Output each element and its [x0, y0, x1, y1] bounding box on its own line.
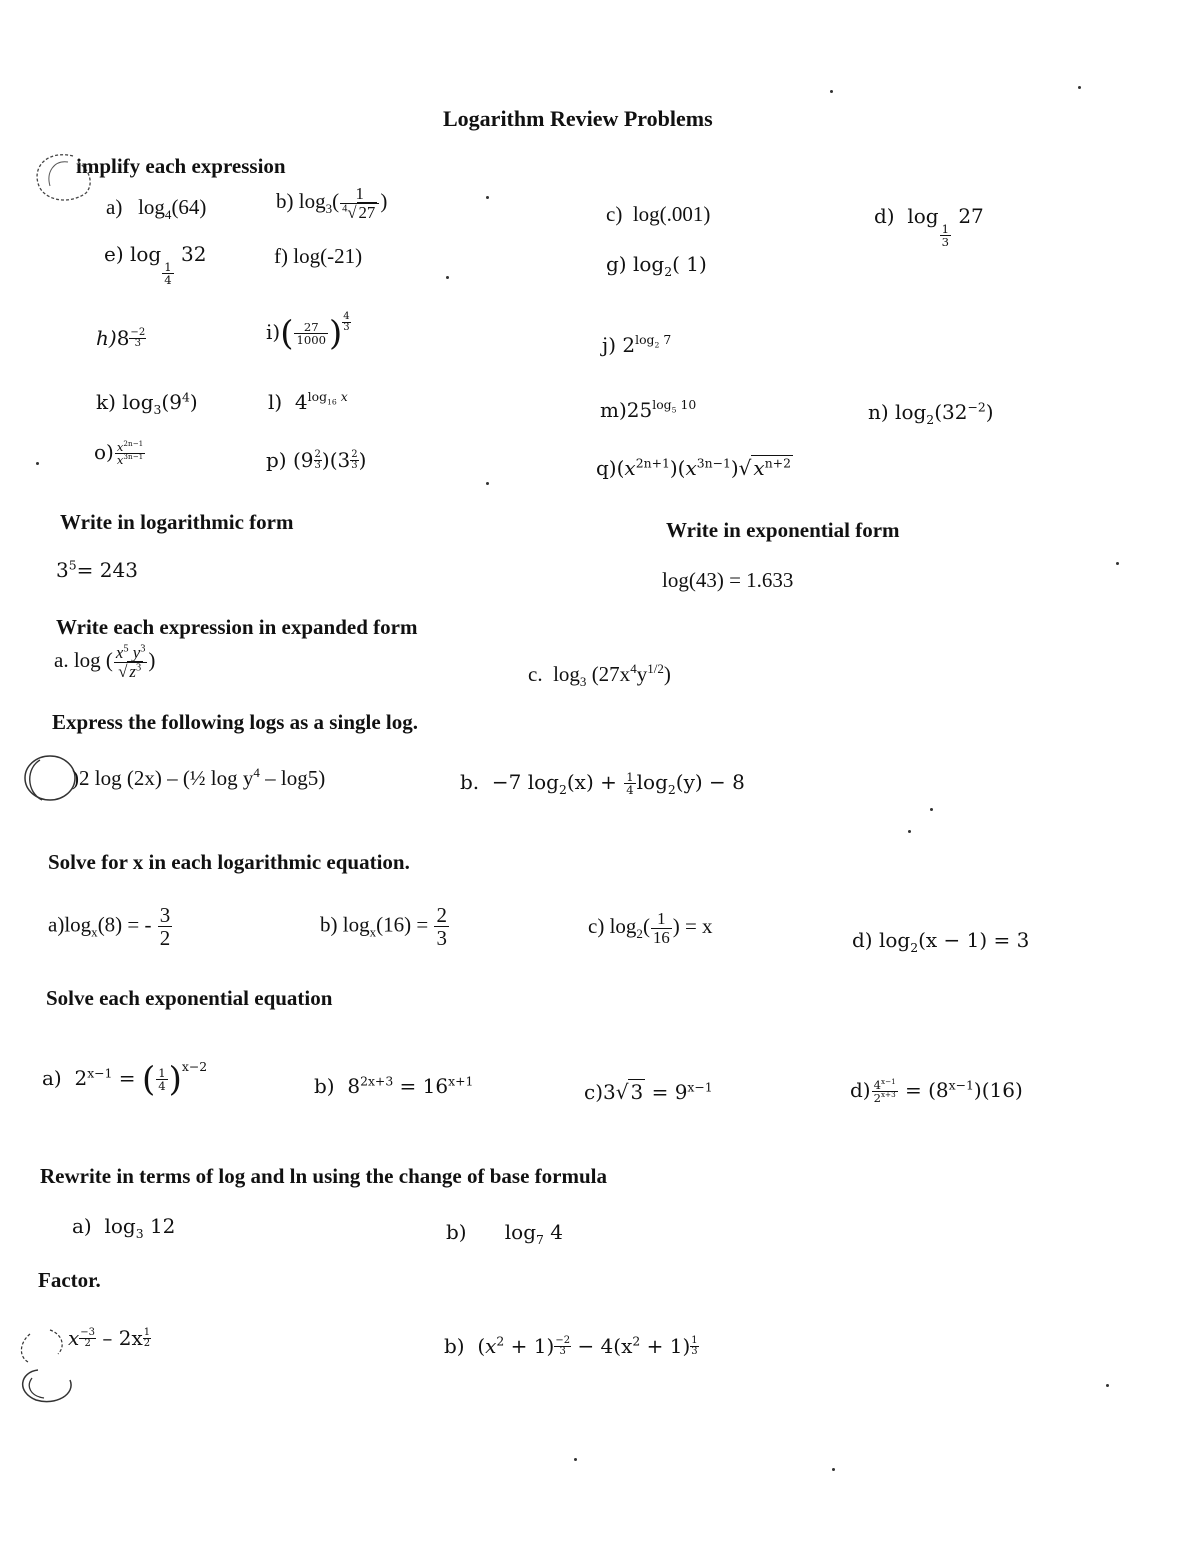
section-heading-change-of-base: Rewrite in terms of log and ln using the change of base formula	[40, 1164, 607, 1188]
problem-simplify-i: i)( $\frac{27}{1000}$ ) $\frac{4}{3}$	[266, 311, 350, 354]
problem-simplify-f: f) log(-21)	[274, 244, 363, 268]
problem-exp-eq-b: b) $8^{2x+3} = 16^{x+1}$	[314, 1073, 474, 1098]
page-title: Logarithm Review Problems	[443, 106, 713, 131]
problem-single-log-a: )2 log (2x) – (½ $\log y^4 - \log 5$)	[72, 765, 326, 790]
problem-simplify-m: $m)25^{log_5 10}$	[600, 397, 697, 422]
problem-change-base-a: a) $\log_3 12$	[72, 1214, 176, 1241]
problem-change-base-b: b) $\log_7 4$	[446, 1220, 563, 1247]
problem-simplify-a: a) $\log_4(64)$	[106, 195, 207, 223]
problem-logarithmic-form: $3^5= 243$	[56, 557, 138, 582]
problem-simplify-l: l) $4^{log_{16} x}$	[268, 389, 348, 414]
problem-log-eq-d: d) $\log_2(x - 1) = 3$	[852, 928, 1030, 955]
problem-factor-b: b) $(x^2 + 1)$ $\frac{-2}{3}$ − $4(x^2 + 1)$ $\frac{1}{3}$	[444, 1333, 698, 1358]
problem-exp-eq-c: c)3√ $3 = 9^{x-1}$	[584, 1079, 713, 1104]
problem-simplify-p: p) (9 $\frac{2}{3}$ )(3 $\frac{2}{3}$ )	[266, 448, 367, 472]
problem-simplify-b: b) $\log_3$( $\frac{1}{^4√ 27}$ )	[276, 184, 388, 222]
problem-exponential-form: log(43) = 1.633	[662, 568, 794, 592]
problem-expanded-a: a. log ( $\frac{x^5 y^3}{√ z^3}$ )	[54, 643, 156, 681]
problem-expanded-c: c. $\log_3 (27x^4y^{1/2})$	[528, 661, 671, 690]
section-heading-simplify: implify each expression	[76, 154, 286, 178]
problem-factor-a: x $\frac{-3}{2}$ – 2x $\frac{1}{2}$	[68, 1326, 151, 1350]
problem-simplify-d: d) log $\frac{1}{3}$ 27	[874, 204, 984, 250]
problem-simplify-g: g) $\log_2$( 1)	[606, 252, 707, 279]
section-heading-expanded-form: Write each expression in expanded form	[56, 615, 418, 639]
problem-exp-eq-a: a) $2^{x-1}$ = ( $\frac{1}{4}$ )$^{x-2}$	[42, 1059, 208, 1100]
handwritten-circle-mark	[18, 750, 78, 810]
section-heading-logarithmic-form: Write in logarithmic form	[60, 510, 294, 534]
problem-simplify-o: o) $\frac{x^{2n-1}}{x^{3n-1}}$	[94, 438, 144, 467]
problem-single-log-b: b. −7 $\log_2(x)$ + $\frac{1}{4}$ $\log_2(y) - 8$	[460, 769, 745, 797]
problem-simplify-h: h)8 $\frac{-2}{3}$	[96, 326, 146, 350]
problem-simplify-k: k) $\log_3(9^4)$	[96, 389, 198, 417]
section-heading-factor: Factor.	[38, 1268, 101, 1292]
section-heading-exponential-form: Write in exponential form	[666, 518, 900, 542]
section-heading-single-log: Express the following logs as a single log.	[52, 710, 418, 734]
problem-log-eq-c: c) $\log_2$( $\frac{1}{16}$ ) = x	[588, 909, 713, 947]
problem-simplify-e: e) log $\frac{1}{4}$ 32	[104, 242, 207, 288]
problem-simplify-j: j) $2^{log_2 7}$	[602, 332, 672, 357]
problem-exp-eq-d: d) $\frac{4^{x-1}}{2^{x+3}}$ = $(8^{x-1})(16)$	[850, 1076, 1023, 1105]
section-heading-exp-equations: Solve each exponential equation	[46, 986, 333, 1010]
section-heading-log-equations: Solve for x in each logarithmic equation.	[48, 850, 410, 874]
problem-simplify-q: $q)(x^{2n+1})(x^{3n-1})√$ $x^{n+2}$	[596, 455, 791, 480]
problem-simplify-c: c) log(.001)	[606, 202, 711, 226]
problem-log-eq-b: b) $\log_x(16)$ = $\frac{2}{3}$	[320, 903, 447, 951]
problem-log-eq-a: $a)\log_x(8)$ = - $\frac{3}{2}$	[48, 903, 171, 951]
problem-simplify-n: n) $\log_2(32^{-2})$	[868, 399, 994, 427]
